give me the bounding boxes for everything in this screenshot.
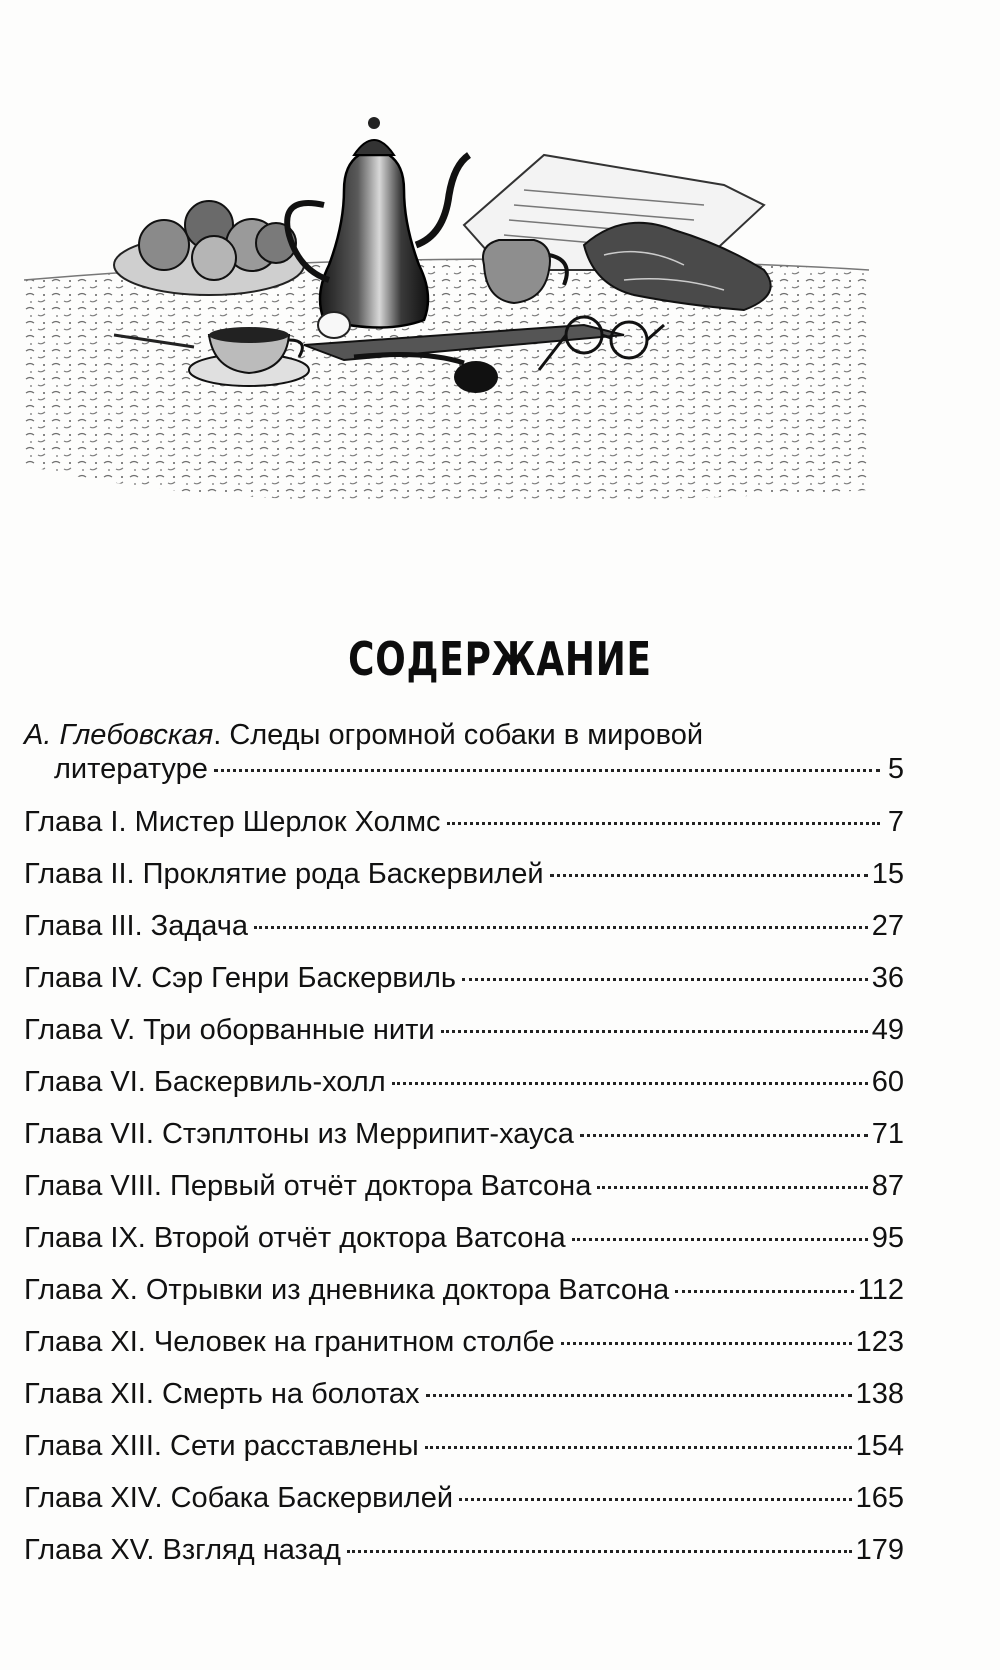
chapter-title: Глава VI. Баскервиль-холл (24, 1066, 386, 1098)
toc-entry-chapter-3 (24, 909, 904, 943)
chapter-title: Глава V. Три оборванные нити (24, 1014, 435, 1046)
toc-entry-chapter-1 (24, 805, 904, 839)
chapter-title: Глава VII. Стэплтоны из Меррипит-хауса (24, 1118, 574, 1150)
dot-leader (550, 874, 868, 877)
intro-first-line (24, 718, 904, 752)
dot-leader (597, 1186, 867, 1189)
chapter-page-number: 138 (855, 1378, 904, 1410)
dot-leader (347, 1550, 852, 1553)
chapter-page-number: 87 (871, 1170, 904, 1202)
toc-entry-chapter-11 (24, 1325, 904, 1359)
toc-entry-chapter-5 (24, 1013, 904, 1047)
chapter-page-number: 27 (871, 910, 904, 942)
chapter-title: Глава III. Задача (24, 910, 248, 942)
toc-entry-chapter-4 (24, 961, 904, 995)
dot-leader (425, 1446, 852, 1449)
dot-leader (254, 926, 868, 929)
chapter-title: Глава II. Проклятие рода Баскервилей (24, 858, 544, 890)
table-of-contents (24, 718, 904, 1585)
still-life-drawing (24, 95, 924, 535)
chapter-page-number: 95 (871, 1222, 904, 1254)
chapter-title: Глава X. Отрывки из дневника доктора Ватсона (24, 1274, 670, 1306)
chapter-page-number: 71 (871, 1118, 904, 1150)
toc-entry-chapter-10 (24, 1273, 904, 1307)
chapter-page-number: 123 (855, 1326, 904, 1358)
chapter-title: Глава XV. Взгляд назад (24, 1534, 341, 1566)
chapter-page-number: 49 (871, 1014, 904, 1046)
intro-author: А. Глебовская (24, 719, 214, 751)
dot-leader (459, 1498, 852, 1501)
dot-leader (392, 1082, 868, 1085)
chapter-title: Глава IX. Второй отчёт доктора Ватсона (24, 1222, 566, 1254)
chapter-page-number: 112 (857, 1274, 904, 1306)
chapter-title: Глава XIV. Собака Баскервилей (24, 1482, 454, 1514)
chapter-title: Глава XIII. Сети расставлены (24, 1430, 419, 1462)
intro-page-number: 5 (887, 753, 904, 785)
intro-second-line (24, 752, 904, 786)
toc-entry-chapter-13 (24, 1429, 904, 1463)
toc-entry-chapter-9 (24, 1221, 904, 1255)
toc-entry-chapter-6 (24, 1065, 904, 1099)
chapter-title: Глава XII. Смерть на болотах (24, 1378, 420, 1410)
toc-entry-intro (24, 718, 904, 786)
still-life-illustration (24, 95, 924, 535)
toc-entry-chapter-14 (24, 1481, 904, 1515)
toc-entry-chapter-15 (24, 1533, 904, 1567)
dot-leader (561, 1342, 852, 1345)
chapter-page-number: 60 (871, 1066, 904, 1098)
dot-leader (572, 1238, 868, 1241)
dot-leader (447, 822, 880, 825)
intro-title-part1: . Следы огромной собаки в мировой (213, 719, 704, 751)
chapter-page-number: 36 (871, 962, 904, 994)
dot-leader (426, 1394, 852, 1397)
chapter-page-number: 154 (855, 1430, 904, 1462)
chapter-page-number: 179 (855, 1534, 904, 1566)
chapter-title: Глава I. Мистер Шерлок Холмс (24, 806, 441, 838)
contents-title: СОДЕРЖАНИЕ (348, 632, 652, 686)
dot-leader (675, 1290, 854, 1293)
chapter-page-number: 165 (855, 1482, 904, 1514)
toc-entry-chapter-12 (24, 1377, 904, 1411)
chapter-page-number: 7 (887, 806, 904, 838)
chapter-title: Глава VIII. Первый отчёт доктора Ватсона (24, 1170, 592, 1202)
dot-leader (462, 978, 868, 981)
intro-title-part2: литературе (54, 753, 208, 785)
chapter-title: Глава XI. Человек на гранитном столбе (24, 1326, 555, 1358)
chapter-title: Глава IV. Сэр Генри Баскервиль (24, 962, 457, 994)
toc-entry-chapter-8 (24, 1169, 904, 1203)
dot-leader (214, 769, 880, 772)
toc-entry-chapter-2 (24, 857, 904, 891)
dot-leader (580, 1134, 868, 1137)
chapter-page-number: 15 (871, 858, 904, 890)
toc-entry-chapter-7 (24, 1117, 904, 1151)
dot-leader (441, 1030, 868, 1033)
